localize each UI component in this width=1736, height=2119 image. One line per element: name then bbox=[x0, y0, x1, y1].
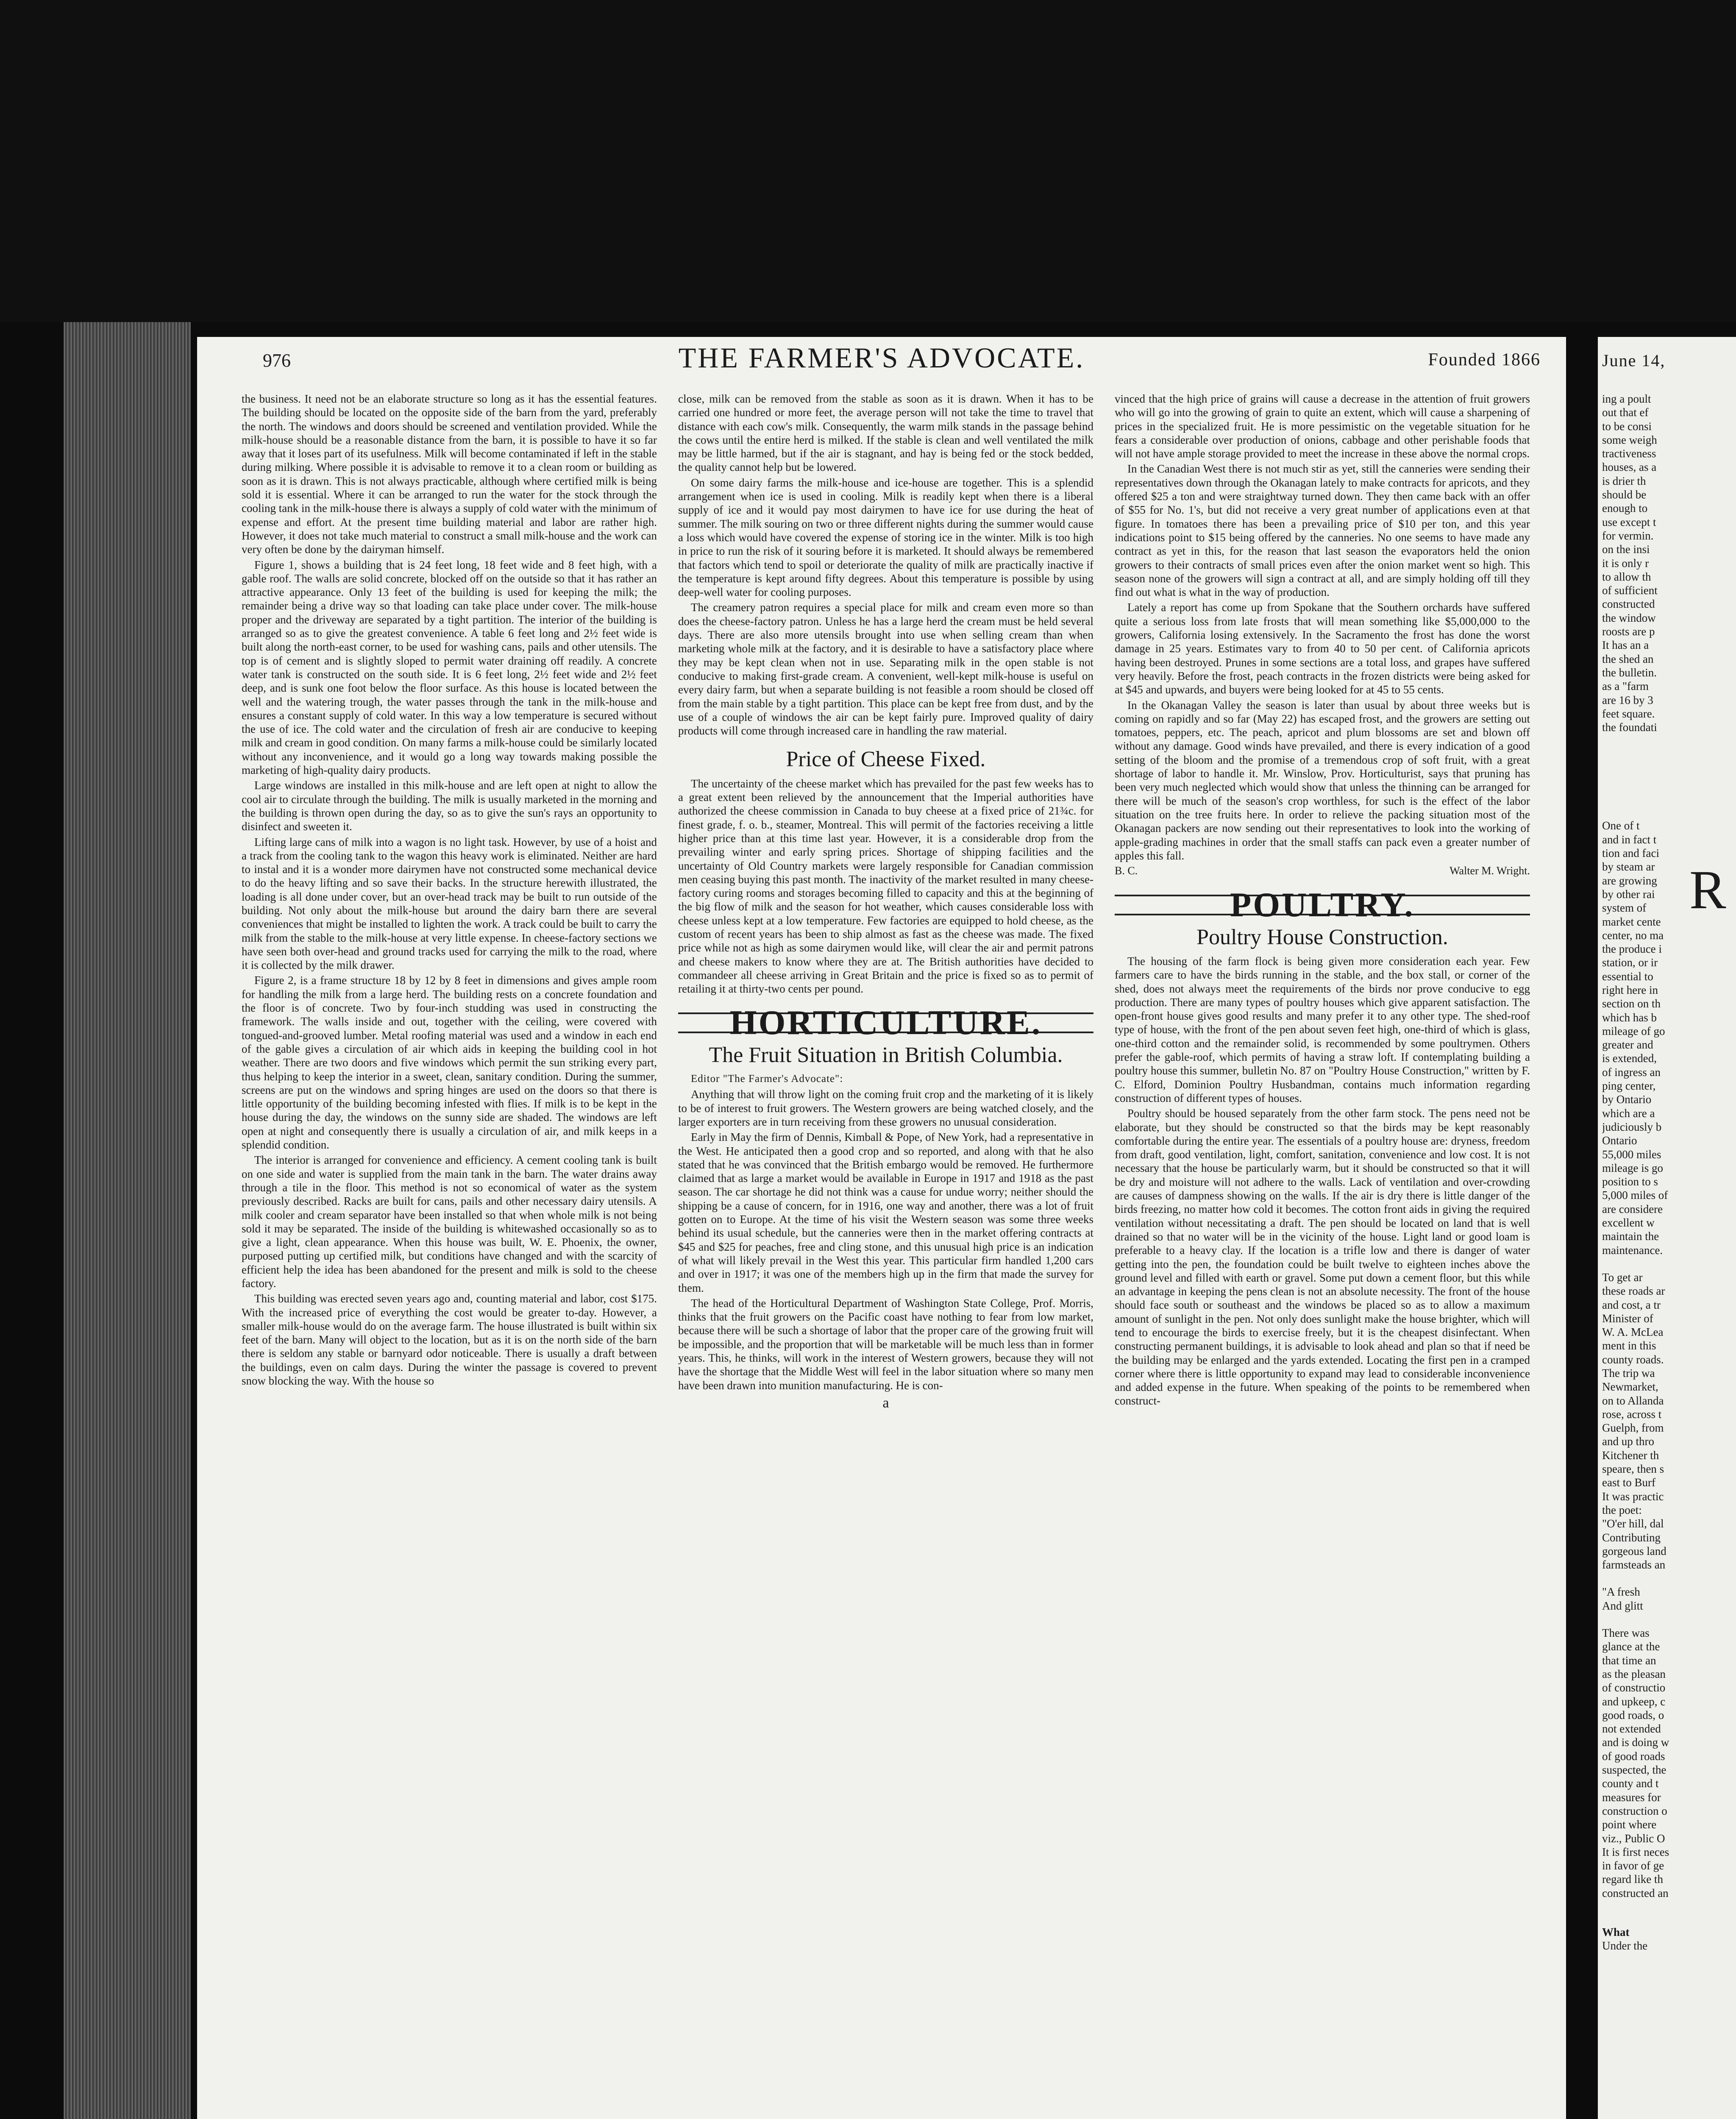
text-line: and in fact t bbox=[1602, 833, 1657, 846]
text-line: 55,000 miles bbox=[1602, 1148, 1661, 1161]
founded-year: Founded 1866 bbox=[1428, 350, 1541, 370]
text-line: Minister of bbox=[1602, 1312, 1653, 1325]
text-line: gorgeous land bbox=[1602, 1544, 1666, 1557]
text-line: and cost, a tr bbox=[1602, 1298, 1661, 1311]
text-line: system of bbox=[1602, 901, 1647, 915]
paragraph: The interior is arranged for convenience and efficiency. A cement cooling tank is built on one side and water is supplied from the main tank in the barn. The water drains away through a tile in the floor. This method is not so economical of water as the system previously described. Racks are built for cans, pails and other necessary dairy utensils. A milk cooler and cream separator have been installed so that when whole milk is not being sold it may be separated. The inside of the building is whitewashed occasionally so as to give a light, clean appearance. When this house was built, W. E. Phoenix, the owner, purposed putting up certified milk, but conditions have changed and with the scarcity of efficient help the idea has been abandoned for the present and milk is sold to the cheese factory. bbox=[242, 1154, 657, 1290]
text-line: maintain the bbox=[1602, 1230, 1659, 1243]
text-line: that time an bbox=[1602, 1654, 1656, 1667]
text-line: And glitt bbox=[1602, 1599, 1643, 1612]
text-line: feet square. bbox=[1602, 707, 1655, 720]
text-line: to be consi bbox=[1602, 420, 1652, 433]
heading-gap bbox=[1602, 734, 1736, 819]
column-3 bbox=[1115, 392, 1530, 1410]
text-line: on to Allanda bbox=[1602, 1394, 1664, 1407]
text-line: of sufficient bbox=[1602, 584, 1658, 597]
cheese-article-title: Price of Cheese Fixed. bbox=[786, 747, 986, 772]
text-line: essential to bbox=[1602, 970, 1653, 983]
facing-subheading: What bbox=[1602, 1925, 1630, 1938]
paragraph: The housing of the farm flock is being given more consideration each year. Few farmers care to have the birds running in the stable, and the box stall, or corner of the shed, does not always meet the requirements of the birds nor prove conducive to egg production. There are many types of poultry houses which give apparent satisfaction. The open-front house gives good results and many prefer it to any other type. The shed-roof type of house, with the front of the pen about seven feet high, one-third of which is glass, one-third cotton and the remainder solid, is recommended by some poultrymen. Others prefer the gable-roof, which permits of having a straw loft. If contemplating building a poultry house this summer, bulletin No. 87 on "Poultry House Construction," written by F. C. Elford, Dominion Poultry Husbandman, contains much information regarding construction of different types of houses. bbox=[1115, 954, 1530, 1104]
text-line: constructed an bbox=[1602, 1886, 1669, 1899]
paragraph: In the Canadian West there is not much stir as yet, still the canneries were sending their representatives down through the Okanagan lately to make contracts for apricots, and they offered $25 a ton and were straightway turned down. They then came back with an offer of $55 for No. 1's, but did not receive a very great number of applications even at that figure. In tomatoes there has been a prevailing price of $10 per ton, and this year indications point to $15 being offered by the canneries. No one seems to have made any contract as yet in this, for the reason that last season the evaporators held the onion growers to their contracts of small prices even after the onion market went so high. This season none of the growers will sign a contract at all, and are simply holding off till they find out what is what in the way of production. bbox=[1115, 462, 1530, 599]
paragraph-gap bbox=[1602, 1257, 1736, 1271]
text-line: mileage of go bbox=[1602, 1024, 1665, 1037]
text-line: There was bbox=[1602, 1627, 1650, 1640]
text-line: W. A. McLea bbox=[1602, 1326, 1664, 1339]
text-line: Contributing bbox=[1602, 1531, 1661, 1544]
text-line: for vermin. bbox=[1602, 529, 1654, 542]
horticulture-section-heading: HORTICULTURE. bbox=[678, 1012, 1093, 1033]
paragraph: Poultry should be housed separately from the other farm stock. The pens need not be elaborate, but they should be constructed so that the birds may be kept reasonably comfortable during the entire year. The essentials of a poultry house are: dryness, freedom from draft, good ventilation, light, comfort, sanitation, convenience and low cost. It is not necessary that the house be particularly warm, but it should be constructed so that it will be dry and moisture will not adhere to the walls. Lack of ventilation and over-crowding are causes of dampness showing on the walls. If the air is dry there is little danger of the birds freezing, no matter how cold it becomes. The cotton front aids in giving the required ventilation without necessitating a draft. The pen should be located on land that is well drained so that no water will be in the vicinity of the house. Light land or good loam is preferable to a heavy clay. If the location is a trifle low and there is danger of water getting into the pen, the foundation could be built twelve to eighteen inches above the ground level and filled with earth or gravel. Some put down a cement floor, but this while an advantage in keeping the pens clean is not an absolute necessity. The front of the house should face south or southeast and the windows be placed so as to allow a maximum amount of sunlight in the pen. Not only does sunlight make the house brighter, which will tend to encourage the birds to exercise freely, but it is the cheapest disinfectant. When constructing permanent buildings, it is advisable to look ahead and plan so that if need be the building may be enlarged and the yards extended. Locating the first pen in a cramped corner where there is little opportunity to expand may lead to considerable inconvenience and added expense in the future. When speaking of the points to be remembered when construct- bbox=[1115, 1107, 1530, 1407]
text-line: on the insi bbox=[1602, 543, 1650, 556]
text-line: ment in this bbox=[1602, 1339, 1656, 1352]
text-line: One of t bbox=[1602, 819, 1640, 832]
text-line: should be bbox=[1602, 488, 1647, 501]
text-line: Under the bbox=[1602, 1939, 1648, 1952]
text-line: right here in bbox=[1602, 983, 1658, 996]
paragraph: Early in May the firm of Dennis, Kimball & Pope, of New York, had a representative in the West. He anticipated then a good crop and so reported, and along with that he also stated that he was convinced that the British embargo would be removed. He furthermore claimed that as large a market would be available in Europe in 1917 and 1918 as the past season. The car shortage he did not think was a cause for undue worry; neither should the shipping be a cause of concern, for in 1916, one way and another, there was a lot of fruit gotten on to Europe. At the time of his visit the Western season was some three weeks behind its usual schedule, but the canneries were then in the market offering contracts at $45 and $25 for peaches, free and cling stone, and this unusual high price is an indication of what will likely prevail in the West this year. This particular firm handled 1,200 cars and over in 1917; it was one of the members high up in the firm that made the survey for them. bbox=[678, 1131, 1093, 1294]
facing-page-partial bbox=[1598, 337, 1736, 2119]
text-line: It was practic bbox=[1602, 1490, 1664, 1503]
paragraph: Figure 2, is a frame structure 18 by 12 by 8 feet in dimensions and gives ample room for handling the milk from a large herd. The building rests on a concrete foundation and the floor is of concrete. Two by four-inch studding was used in constructing the framework. The walls inside and out, together with the ceiling, were covered with tongued-and-grooved lumber. Metal roofing material was used and a window in each end of the gable gives a circulation of air which aids in keeping the building cool in hot weather. There are two doors and five windows which permit the sun striking every part, thus helping to keep the interior in a sweet, clean, sanitary condition. During the summer, screens are put on the windows and spring hinges are used on the doors so that there is little opportunity of the building becoming infested with flies. If milk is to be kept in the house during the day, the windows on the sunny side are shaded. The windows are left open at night and consequently there is usually a circulation of air, and milk keeps in a splendid condition. bbox=[242, 974, 657, 1151]
text-line: constructed bbox=[1602, 598, 1655, 611]
text-line: ing a poult bbox=[1602, 392, 1651, 405]
text-line: in favor of ge bbox=[1602, 1859, 1664, 1872]
text-line: use except t bbox=[1602, 515, 1656, 528]
paragraph-gap bbox=[1602, 1571, 1736, 1585]
text-line: ping center, bbox=[1602, 1079, 1656, 1093]
poultry-section-heading: POULTRY. bbox=[1115, 895, 1530, 915]
text-line: maintenance. bbox=[1602, 1243, 1663, 1257]
text-line: center, no ma bbox=[1602, 929, 1664, 942]
text-line: out that ef bbox=[1602, 406, 1649, 419]
text-line: county and t bbox=[1602, 1777, 1659, 1790]
paragraph: The uncertainty of the cheese market which has prevailed for the past few weeks has to a great extent been relieved by the announcement that the Imperial authorities have authorized the cheese commission in Canada to buy cheese at a fixed price of 21¾c. for finest grade, f. o. b., steamer, Montreal. This will permit of the factories receiving a little higher price than at this time last year. However, it is a considerable drop from the prevailing winter and early spring prices. Shortage of shipping facilities and the uncertainty of Old Country markets were largely responsible for Canadian commission men ceasing buying this past month. The inactivity of the market resulted in many cheese-factory curing rooms and storages becoming filled to capacity and this at the beginning of the big flow of milk and the season for hot weather, which causes considerable loss with cheese unless kept at a low temperature. Few factories are equipped to hold cheese, as the custom of recent years has been to ship almost as fast as the cheese was made. The fixed price while not as high as some dairymen would like, will clear the air and permit patrons and cheese makers to know where they are at. The British authorities have decided to commandeer all cheese arriving in Great Britain and the price is fixed so as to permit of retailing it at thirty-two cents per pound. bbox=[678, 777, 1093, 996]
paragraph: In the Okanagan Valley the season is later than usual by about three weeks but is coming on rapidly and so far (May 22) has escaped frost, and the growers are setting out tomatoes, peppers, etc. The peach, apricot and plum blossoms are set and blown off without any damage. Good winds have prevailed, and there is every indication of a good setting of the bloom and the promise of a tremendous crop of soft fruit, with a great shortage of labor to handle it. Mr. Winslow, Prov. Horticulturist, says that pruning has been very much neglected which would show that unless the thinning can be arranged for there will be much of the season's crop worthless, for such is the effect of the labor situation on the tree fruits here. In order to relieve the packing situation most of the Okanagan packers are now sending out their representatives to look into the working of apple-grading machines in order that the small staffs can pack even a greater number of apples this fall. bbox=[1115, 698, 1530, 862]
text-line: and up thro bbox=[1602, 1435, 1654, 1448]
text-line: speare, then s bbox=[1602, 1463, 1664, 1476]
paragraph: The creamery patron requires a special place for milk and cream even more so than does the cheese-factory patron. Unless he has a large herd the cream must be held several days. There are also more utensils brought into use when selling cream than when marketing whole milk at the factory, and it is desirable to have a satisfactory place where they may be kept clean when not in use. Separating milk in the open stable is not conducive to making first-grade cream. A convenient, well-kept milk-house is useful on every dairy farm, but when a separate building is not feasible a room should be closed off from the main stable by a tight partition. This place can be kept free from dust, and by the use of a couple of windows the air can be kept fairly pure. Improved quality of dairy products will come through increased care in handling the raw material. bbox=[678, 601, 1093, 737]
text-line: enough to bbox=[1602, 502, 1648, 515]
text-line: the bulletin. bbox=[1602, 666, 1657, 679]
text-line: are considere bbox=[1602, 1202, 1663, 1215]
paragraph: This building was erected seven years ago and, counting material and labor, cost $175. With the increased price of everything the cost would be greater to-day. However, a smaller milk-house would do on the average farm. The house illustrated is built within six feet of the barn. Many will object to the location, but as it is on the north side of the barn there is seldom any stable or barnyard odor noticeable. There is usually a draft between the buildings, even on calm days. During the winter the passage is covered to prevent snow blocking the way. With the house so bbox=[242, 1292, 657, 1388]
text-line: "O'er hill, dal bbox=[1602, 1517, 1664, 1530]
paragraph: Anything that will throw light on the coming fruit crop and the marketing of it is likely to be of interest to fruit growers. The Western growers are being watched closely, and the larger exporters are in turn receiving from these growers no unusual consideration. bbox=[678, 1088, 1093, 1128]
text-line: 5,000 miles of bbox=[1602, 1189, 1668, 1202]
text-line: is extended, bbox=[1602, 1052, 1657, 1065]
column-2 bbox=[678, 392, 1093, 1410]
text-line: "A fresh bbox=[1602, 1585, 1640, 1599]
text-line: tractiveness bbox=[1602, 447, 1656, 460]
signature-author: Walter M. Wright. bbox=[1449, 865, 1530, 877]
paragraph: vinced that the high price of grains will cause a decrease in the attention of fruit growers who will go into the growing of grain to quite an extent, which will cause a sharpening of prices in the specialized fruit. He is more pessimistic on the vegetable situation for he fears a considerable over production of onions, cabbage and other perishable foods that will not have ample storage provided to meet the increase in these above the normal crops. bbox=[1115, 392, 1530, 460]
text-line: market cente bbox=[1602, 915, 1661, 928]
text-line: are 16 by 3 bbox=[1602, 693, 1653, 706]
text-line: regard like th bbox=[1602, 1873, 1663, 1886]
text-line: and upkeep, c bbox=[1602, 1695, 1666, 1708]
text-line: east to Burf bbox=[1602, 1476, 1655, 1489]
text-line: judiciously b bbox=[1602, 1120, 1662, 1133]
text-line: roosts are p bbox=[1602, 625, 1655, 638]
text-line: point where bbox=[1602, 1818, 1657, 1831]
text-line: of constructio bbox=[1602, 1681, 1666, 1694]
text-line: viz., Public O bbox=[1602, 1832, 1665, 1845]
text-line: excellent w bbox=[1602, 1216, 1655, 1229]
text-line: is drier th bbox=[1602, 474, 1646, 487]
text-line: Newmarket, bbox=[1602, 1380, 1658, 1393]
text-line: some weigh bbox=[1602, 433, 1657, 446]
newspaper-page bbox=[197, 337, 1566, 2119]
text-line: to allow th bbox=[1602, 570, 1651, 583]
text-line: it is only r bbox=[1602, 556, 1649, 570]
book-page-edges bbox=[64, 322, 191, 2119]
text-line: farmsteads an bbox=[1602, 1558, 1666, 1571]
drop-cap-letter: R bbox=[1689, 859, 1726, 920]
poultry-article-title: Poultry House Construction. bbox=[1196, 925, 1448, 949]
signature-place: B. C. bbox=[1115, 865, 1138, 877]
text-line: the produce i bbox=[1602, 943, 1662, 956]
text-line: the poet: bbox=[1602, 1503, 1642, 1516]
text-line: glance at the bbox=[1602, 1640, 1660, 1653]
text-line: county roads. bbox=[1602, 1353, 1664, 1366]
fruit-article-title: The Fruit Situation in British Columbia. bbox=[709, 1043, 1063, 1067]
text-line: tion and faci bbox=[1602, 847, 1659, 860]
paragraph: On some dairy farms the milk-house and ice-house are together. This is a splendid arrangement when ice is used in cooling. Milk is readily kept when there is a liberal supply of ice and it would pay most dairymen to have ice for use during the heat of summer. The milk souring on two or three different nights during the summer would cause a loss which would have covered the expense of storing ice in the winter. Milk is too high in price to run the risk of it souring before it is marketed. It should always be remembered that factors which tend to spoil or deteriorate the quality of milk are practically inactive if the temperature is kept around fifty degrees. About this temperature is possible by using deep-well water for cooling purposes. bbox=[678, 476, 1093, 599]
paragraph: the business. It need not be an elaborate structure so long as it has the essential features. The building should be located on the opposite side of the barn from the yard, preferably the north. The windows and doors should be screened and ventilation provided. While the milk-house should be a reasonable distance from the barn, it is possible to have it so far away that it loses part of its usefulness. Milk will become contaminated if left in the stable during milking. Where possible it is advisable to remove it to a clean room or building as soon as it is drawn. This is not always practicable, although where certified milk is being sold it is essential. Where it can be arranged to run the water for the stock through the cooling tank in the milk-house there is always a supply of cold water with the minimum of expense and effort. At the present time building material and labor are rather high. However, it does not take much material to construct a small milk-house and the work can very often be done by the dairyman himself. bbox=[242, 392, 657, 556]
text-line: measures for bbox=[1602, 1791, 1661, 1804]
text-line: To get ar bbox=[1602, 1271, 1643, 1284]
text-line: as the pleasan bbox=[1602, 1667, 1666, 1680]
text-line: houses, as a bbox=[1602, 461, 1657, 474]
paragraph: The head of the Horticultural Department of Washington State College, Prof. Morris, thinks that the fruit growers on the Pacific coast have nothing to fear from low market, because there will be such a shortage of labor that the proper care of the growing fruit will be impossible, and the proportion that will be marketable will be much less than in former years. This, he thinks, will work in the interest of Western growers, because they will not have the shortage that the Middle West will feel in the labor situation where so many men have been drawn into munition manufacturing. He is con- bbox=[678, 1296, 1093, 1392]
text-line: Kitchener th bbox=[1602, 1449, 1659, 1462]
text-line: as a "farm bbox=[1602, 680, 1649, 693]
text-line: of ingress an bbox=[1602, 1065, 1661, 1079]
page-number: 976 bbox=[263, 350, 291, 371]
text-line: station, or ir bbox=[1602, 956, 1658, 969]
heading-gap bbox=[1602, 1900, 1736, 1925]
text-line: It has an a bbox=[1602, 639, 1649, 652]
text-line: by other rai bbox=[1602, 887, 1655, 901]
text-line: of good roads bbox=[1602, 1749, 1665, 1763]
page-header bbox=[197, 337, 1566, 384]
text-line: the window bbox=[1602, 611, 1656, 624]
text-line: Ontario bbox=[1602, 1134, 1637, 1147]
masthead-title: THE FARMER'S ADVOCATE. bbox=[678, 342, 1085, 374]
text-line: greater and bbox=[1602, 1038, 1653, 1051]
paragraph: Large windows are installed in this milk-house and are left open at night to allow the cool air to circulate through the building. The milk is usually marketed in the morning and the building is thrown open during the day, so as to give the sun's rays an opportunity to disinfect and sweeten it. bbox=[242, 779, 657, 833]
paragraph: Figure 1, shows a building that is 24 feet long, 18 feet wide and 8 feet high, with a gable roof. The walls are solid concrete, blocked off on the outside so that it has rather an attractive appearance. Only 13 feet of the building is used for keeping the milk; the remainder being a drive way so that loading can take place under cover. The milk-house proper and the driveway are separated by a tight partition. The interior of the building is arranged so as to give the greatest convenience. A table 6 feet long and 2½ feet wide is built along the north-east corner, to be used for washing cans, pails and other utensils. The top is of cement and is slightly sloped to permit water draining off readily. A concrete water tank is constructed on the south side. It is 6 feet long, 2½ feet wide and 2½ feet deep, and is sunk one foot below the floor surface. As this house is located between the well and the watering trough, the water passes through the tank in the milk-house and ensures a constant supply of cold water. In this way a low temperature is secured without the use of ice. The cold water and the circulation of fresh air are conducive to keeping milk and cream in good condition. On many farms a milk-house could be similarly located without any inconvenience, and it would go a long way towards making possible the marketing of high-quality dairy products. bbox=[242, 558, 657, 777]
text-line: construction o bbox=[1602, 1804, 1667, 1817]
page-signature-letter: a bbox=[882, 1395, 889, 1411]
column-1 bbox=[242, 392, 657, 1389]
text-line: position to s bbox=[1602, 1175, 1658, 1188]
text-line: these roads ar bbox=[1602, 1285, 1665, 1298]
editor-address: Editor "The Farmer's Advocate": bbox=[691, 1073, 843, 1085]
paragraph: close, milk can be removed from the stable as soon as it is drawn. When it has to be carried one hundred or more feet, the average person will not take the time to travel that distance with each cow's milk. Consequently, the warm milk stands in the passage behind the cows until the entire herd is milked. If the stable is clean and well ventilated the milk may be little harmed, but if the air is stagnant, and hay is being fed or the stock bedded, the quality cannot help but be lowered. bbox=[678, 392, 1093, 474]
text-line: section on th bbox=[1602, 997, 1661, 1010]
text-line: not extended bbox=[1602, 1722, 1661, 1735]
facing-page-text bbox=[1602, 392, 1736, 1953]
scan-background-top bbox=[0, 0, 1736, 322]
text-line: by steam ar bbox=[1602, 860, 1655, 873]
text-line: good roads, o bbox=[1602, 1708, 1664, 1721]
text-line: Guelph, from bbox=[1602, 1421, 1664, 1435]
article-signature bbox=[1115, 864, 1530, 878]
text-line: rose, across t bbox=[1602, 1407, 1662, 1421]
text-line: mileage is go bbox=[1602, 1161, 1663, 1174]
text-line: the foundati bbox=[1602, 721, 1657, 734]
paragraph-gap bbox=[1602, 1613, 1736, 1626]
facing-page-date: June 14, bbox=[1602, 351, 1666, 370]
paragraph: Lately a report has come up from Spokane that the Southern orchards have suffered quite a serious loss from late frosts that will mean something like $5,000,000 to the growers, California losing extensively. In the Sacramento the frost has done the worst damage in 25 years. Estimates vary to from 40 to 50 per cent. of California apricots having been destroyed. Prunes in some sections are a total loss, and grapes have suffered very heavily. Before the frost, peach contracts in the frozen districts were being asked for at $45 and upwards, and buyers were being looked for at 45 to 55 cents. bbox=[1115, 601, 1530, 696]
text-line: by Ontario bbox=[1602, 1093, 1652, 1106]
text-line: which has b bbox=[1602, 1011, 1657, 1024]
text-line: the shed an bbox=[1602, 652, 1654, 665]
text-line: It is first neces bbox=[1602, 1845, 1669, 1858]
text-line: suspected, the bbox=[1602, 1763, 1666, 1777]
text-line: and is doing w bbox=[1602, 1736, 1669, 1749]
text-line: which are a bbox=[1602, 1107, 1655, 1120]
paragraph: Lifting large cans of milk into a wagon is no light task. However, by use of a hoist and a track from the cooling tank to the wagon this heavy work is eliminated. Neither are hard to instal and it is a wonder more dairymen have not constructed some mechanical device to do the heavy lifting and so save their backs. In the structure herewith illustrated, the loading is all done under cover, but an over-head track may be built to run outside of the building. Not only about the milk-house but around the dairy barn there are several conveniences that might be installed to lighten the work. A track could be built to carry the milk from the stable to the milk-house at very little expense. In cheese-factory sections we have seen both over-head and ground tracks used for carrying the milk to the road, where it is collected by the milk drawer. bbox=[242, 835, 657, 972]
text-line: are growing bbox=[1602, 874, 1657, 887]
text-line: The trip wa bbox=[1602, 1367, 1655, 1379]
